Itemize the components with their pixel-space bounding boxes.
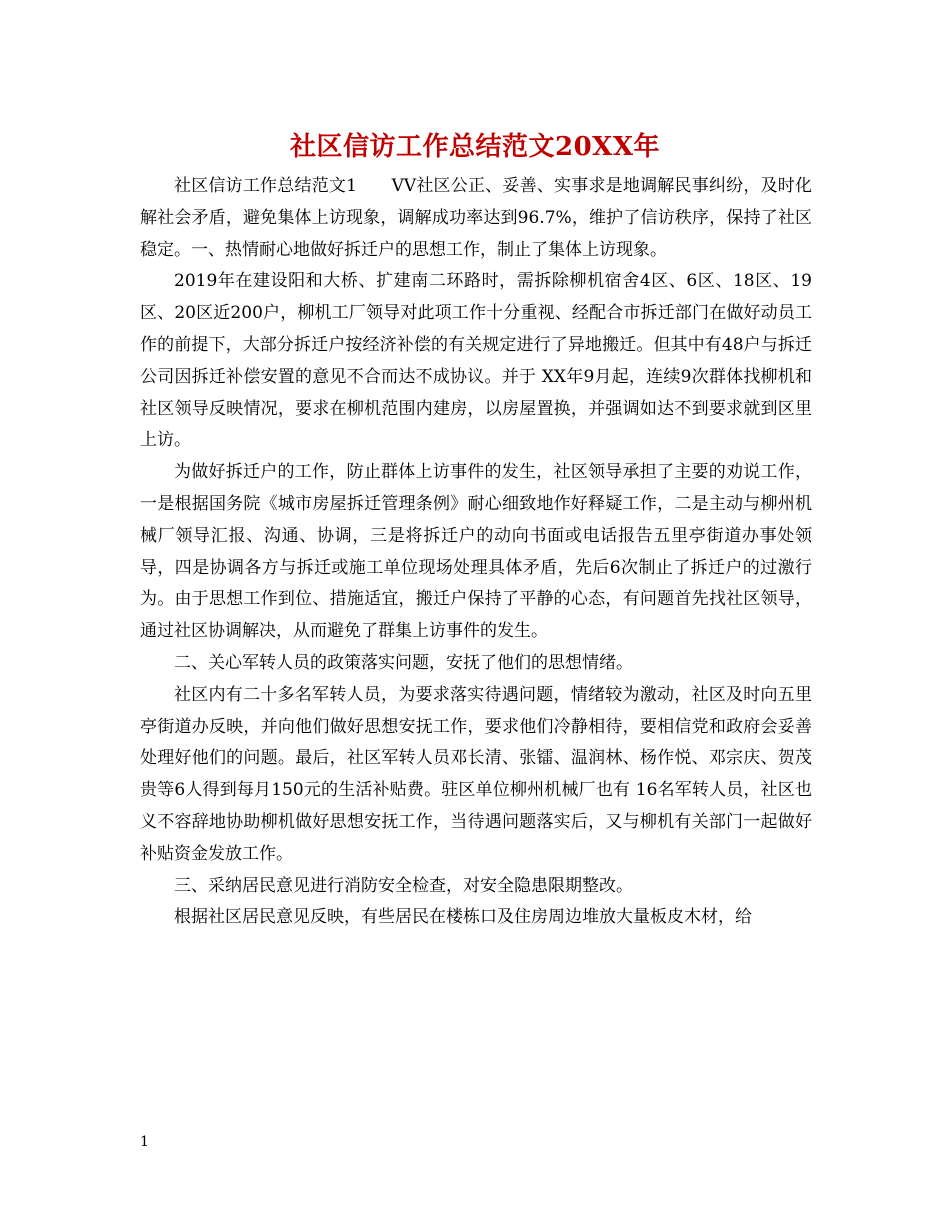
paragraph-intro: 社区信访工作总结范文1 VV社区公正、妥善、实事求是地调解民事纠纷，及时化解社会矛盾，避免集体上访现象，调解成功率达到96.7%，维护了信访秩序，保持了社区稳定。一、热情耐心地做好拆迁户的思想工作，制止了集体上访现象。 (140, 176, 812, 260)
paragraph-fire-safety: 根据社区居民意见反映，有些居民在楼栋口及住房周边堆放大量板皮木材，给 (174, 907, 752, 928)
paragraph-veterans: 社区内有二十多名军转人员，为要求落实待遇问题，情绪较为激动，社区及时向五里亭街道办反映，并向他们做好思想安抚工作，要求他们冷静相待，要相信党和政府会妥善处理好他们的问题。最后，社区军转人员邓长清、张镭、温润林、杨作悦、邓宗庆、贺茂贵等6人得到每月150元的生活补贴费。驻区单位柳州机械厂也有 16名军转人员，社区也义不容辞地协助柳机做好思想安抚工作，当待遇问题落实后，又与柳机有关部门一起做好补贴资金发放工作。 (140, 684, 812, 864)
paragraph-relocation-measures: 为做好拆迁户的工作，防止群体上访事件的发生，社区领导承担了主要的劝说工作，一是根据国务院《城市房屋拆迁管理条例》耐心细致地作好释疑工作，二是主动与柳州机械厂领导汇报、沟通、协调，三是将拆迁户的动向书面或电话报告五里亭街道办事处领导，四是协调各方与拆迁或施工单位现场处理具体矛盾，先后6次制止了拆迁户的过激行为。由于思想工作到位、措施适宜，搬迁户保持了平静的心态，有问题首先找社区领导，通过社区协调解决，从而避免了群集上访事件的发生。 (140, 462, 812, 642)
page-number: 1 (140, 1134, 149, 1150)
page-title: 社区信访工作总结范文20XX年 (289, 132, 661, 162)
document-body (140, 171, 812, 934)
section-heading-veterans: 二、关心军转人员的政策落实问题，安抚了他们的思想情绪。 (174, 652, 633, 673)
section-heading-fire-safety: 三、采纳居民意见进行消防安全检查，对安全隐患限期整改。 (174, 875, 633, 896)
paragraph-relocation-background: 2019年在建设阳和大桥、扩建南二环路时，需拆除柳机宿舍4区、6区、18区、19区、20区近200户，柳机工厂领导对此项工作十分重视、经配合市拆迁部门在做好动员工作的前提下，大部分拆迁户按经济补偿的有关规定进行了异地搬迁。但其中有48户与拆迁公司因拆迁补偿安置的意见不合而达不成协议。并于 XX年9月起，连续9次群体找柳机和社区领导反映情况，要求在柳机范围内建房，以房屋置换，并强调如达不到要求就到区里上访。 (140, 271, 812, 451)
